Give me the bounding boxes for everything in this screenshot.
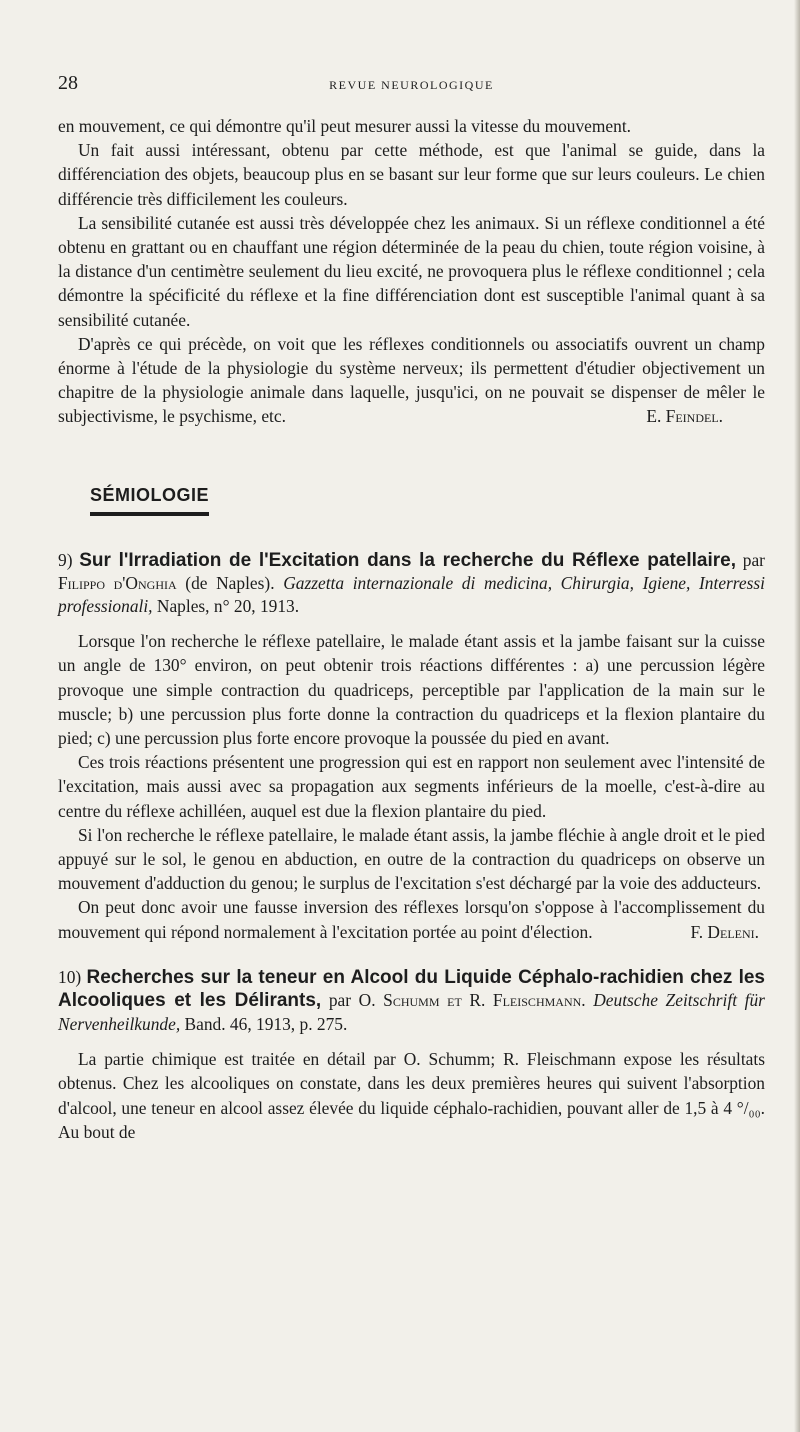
- paragraph-text: D'après ce qui précède, on voit que les réflexes conditionnels ou associatifs ouvrent un champ énorme à l'étude de la physiologie du système nerveux; ils permettent d'étudier objectivement un chapitre de la physiologie animale dans laquelle, jusqu'ici, on ne pouvait se dispenser de mêler le subjectivisme, le psychisme, etc.: [58, 333, 765, 427]
- paragraph: Si l'on recherche le réflexe patellaire, le malade étant assis, la jambe fléchie à angle droit et le pied appuyé sur le sol, le genou en abduction, en outre de la contraction du quadriceps on observe un mouvement d'adduction du genou; le surplus de l'excitation s'est déchargé par la voie des adducteurs.: [58, 824, 765, 894]
- paragraph: [58, 332, 765, 429]
- paragraph: en mouvement, ce qui démontre qu'il peut mesurer aussi la vitesse du mouvement.: [58, 116, 632, 136]
- entry-by: par: [742, 549, 765, 570]
- entry-by: par: [328, 990, 352, 1011]
- entry-number: 10): [58, 966, 82, 987]
- entry-journal: Deutsche Zeitschrift für Nervenheilkunde,: [58, 990, 765, 1034]
- entry-10-heading: [58, 966, 765, 1036]
- paragraph: La sensibilité cutanée est aussi très développée chez les animaux. Si un réflexe conditionnel a été obtenu en grattant ou en chauffant une région déterminée de la peau du chien, toute région voisine, à la distance d'un centimètre seulement du lieu excité, ne provoquera plus le réflexe conditionnel ; cela démontre la spécificité du réflexe et la fine différenciation dont est susceptible l'animal quant à sa sensibilité cutanée.: [58, 212, 765, 330]
- paragraph: La partie chimique est traitée en détail par O. Schumm; R. Fleischmann expose les résultats obtenus. Chez les alcooliques on constate, dans les deux premières heures qui suivent l'absorption d'alcool, une teneur en alcool assez élevée du liquide céphalo-rachidien, pouvant aller de 1,5 à 4 °/₀₀. Au bout de: [58, 1049, 765, 1142]
- paragraph: [58, 895, 765, 943]
- entry-title: Recherches sur la teneur en Alcool du Liquide Céphalo-rachidien chez les Alcooliques et les Délirants,: [58, 966, 765, 1012]
- entry-authors: O. Schumm et R. Fleischmann.: [358, 990, 586, 1011]
- page-header: [58, 72, 765, 100]
- entry-9-heading: [58, 549, 765, 618]
- paragraph-text: On peut donc avoir une fausse inversion des réflexes lorsqu'on s'oppose à l'accomplissement du mouvement qui répond normalement à l'excitation portée au point d'élection.: [58, 897, 765, 942]
- entry-details: Naples, n° 20, 1913.: [156, 595, 300, 616]
- author-signature: E. Feindel.: [646, 406, 723, 427]
- paragraph: Ces trois réactions présentent une progression qui est en rapport non seulement avec l'intensité de l'excitation, mais aussi avec sa propagation aux segments inférieurs de la moelle, c'est-à-dire au centre du réflexe achilléen, auquel est due la flexion plantaire du pied.: [58, 752, 765, 821]
- page-edge-shadow: [794, 0, 800, 1432]
- entry-journal: Gazzetta internazionale di medicina, Chirurgia, Igiene, Interressi professionali,: [58, 573, 766, 616]
- entry-details: Band. 46, 1913, p. 275.: [184, 1013, 348, 1034]
- section-heading-block: [58, 429, 765, 549]
- journal-page: [58, 72, 765, 1144]
- section-title: SÉMIOLOGIE: [90, 485, 209, 516]
- entry-title: Sur l'Irradiation de l'Excitation dans la recherche du Réflexe patellaire,: [79, 549, 737, 571]
- paragraph: Un fait aussi intéressant, obtenu par cette méthode, est que l'animal se guide, dans la différenciation des objets, beaucoup plus en se basant sur leur forme que sur leurs couleurs. Le chien différencie très difficilement les couleurs.: [58, 140, 765, 209]
- entry-place: (de Naples).: [185, 573, 275, 594]
- running-head: REVUE NEUROLOGIQUE: [329, 78, 494, 92]
- paragraph: Lorsque l'on recherche le réflexe patellaire, le malade étant assis et la jambe faisant sur la cuisse un angle de 130° environ, on peut obtenir trois réactions différentes : a) une percussion légère provoque une simple contraction du quadriceps, perceptible par l'application de la main sur le muscle; b) une percussion plus forte donne la contraction du quadriceps et la flexion plantaire du pied; c) une percussion plus forte encore provoque la poussée du pied en avant.: [58, 631, 765, 748]
- page-number: 28: [58, 72, 78, 94]
- entry-author: Filippo d'Onghia: [58, 573, 177, 594]
- author-signature: F. Deleni.: [690, 921, 759, 942]
- entry-number: 9): [58, 549, 73, 570]
